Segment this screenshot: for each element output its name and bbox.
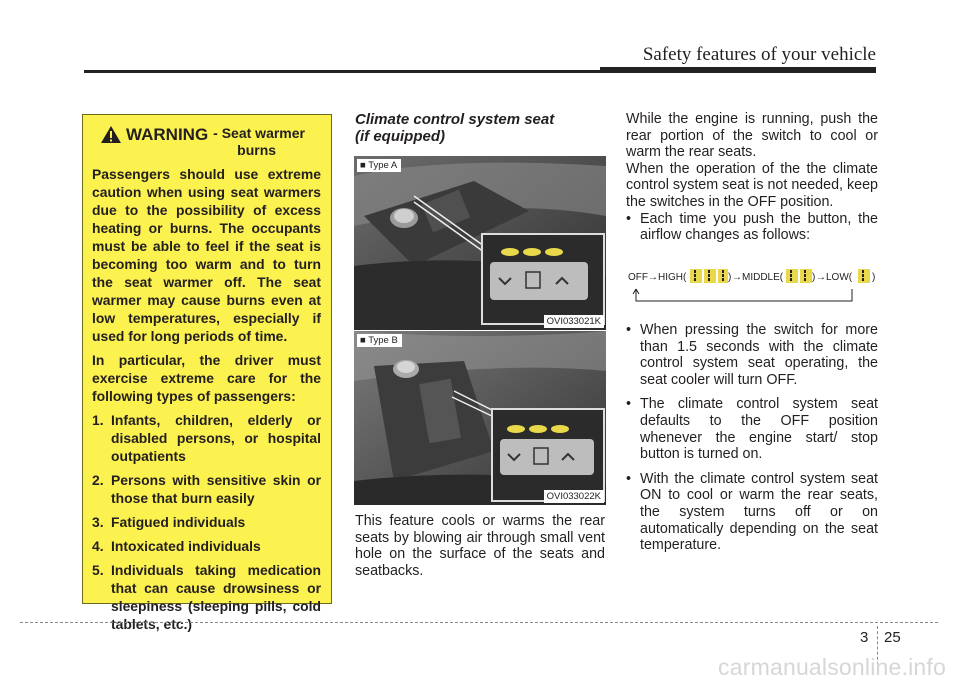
warning-list-item: 3. Fatigued individuals <box>92 514 246 530</box>
warning-paragraph-2: In particular, the driver must exercise extreme care for the following types of passengers: <box>92 352 321 404</box>
section-title: Climate control system seat (if equipped) <box>355 111 555 145</box>
cycle-arrow: → <box>732 272 742 283</box>
indicator-middle-icon <box>786 269 812 283</box>
figure-type-a <box>354 156 606 330</box>
indicator-low-icon <box>858 269 870 283</box>
cycle-close: ) <box>728 272 732 283</box>
cycle-low-label: LOW( <box>826 272 853 283</box>
cycle-close: ) <box>872 272 876 283</box>
indicator-high-icon <box>690 269 728 283</box>
section-intro: This feature cools or warms the rear seats by blowing air through small vent hole on the surface of the seats and seatbacks. <box>355 513 605 579</box>
footer-rule <box>20 622 938 623</box>
figure-type-b-label: ■ Type B <box>357 334 402 347</box>
warning-list-item: 1. Infants, children, elderly or disabled persons, or hospital outpatients <box>92 412 321 464</box>
warning-subtitle-cont: burns <box>237 142 277 158</box>
bullet-item: • Each time you push the button, the airflow changes as follows: <box>626 210 878 244</box>
warning-paragraph-1: Passengers should use extreme caution when using seat warmers due to the possibility of excess heating or burns. The occupants must be able to feel if the seat is becoming too warm and to turn the seat warmer off. The seat warmer may cause burns even at low temperatures, especially if used for long periods of time. <box>92 166 321 344</box>
warning-title: WARNING <box>126 125 209 144</box>
warning-subtitle: - Seat warmer <box>213 125 305 141</box>
figure-type-a-code: OVI033021K <box>544 315 604 328</box>
right-paragraph-2: When the operation of the the climate control system seat is not needed, keep the switches in the OFF position. <box>626 160 878 210</box>
warning-list-item: 5. Individuals taking medication that can cause drowsiness or sleepiness (sleeping pills, cold tablets, etc.) <box>92 562 321 632</box>
bullet-item: • The climate control system seat defaults to the OFF position whenever the engine start/ stop button is turned on. <box>626 396 878 463</box>
cycle-return-arrow-icon <box>633 289 639 297</box>
watermark: carmanualsonline.info <box>718 654 946 680</box>
warning-list <box>92 411 321 633</box>
cycle-return-line <box>636 289 852 301</box>
right-paragraph-1: While the engine is running, push the rear portion of the switch to cool or warm the rear seats. <box>626 111 878 161</box>
warning-box <box>82 114 332 632</box>
right-column-bullets <box>626 322 878 562</box>
console-photo-b <box>354 331 606 505</box>
warning-list-item: 2. Persons with sensitive skin or those that burn easily <box>92 472 321 506</box>
airflow-cycle-diagram <box>628 267 878 305</box>
bullet-item: • When pressing the switch for more than 1.5 seconds with the climate control system seat operating, the seat cooler will turn OFF. <box>626 322 878 388</box>
right-column-top <box>626 111 878 244</box>
figure-type-b-code: OVI033022K <box>544 490 604 503</box>
page-header-title: Safety features of your vehicle <box>642 44 876 65</box>
warning-triangle-icon <box>100 125 122 144</box>
chapter-number: 3 <box>860 629 869 646</box>
figure-type-b <box>354 331 606 505</box>
console-photo-a <box>354 156 606 330</box>
cycle-high-label: HIGH( <box>658 272 687 283</box>
warning-list-item: 4. Intoxicated individuals <box>92 538 261 554</box>
cycle-arrow: → <box>648 272 658 283</box>
cycle-arrow: → <box>816 272 826 283</box>
cycle-middle-label: MIDDLE( <box>742 272 784 283</box>
cycle-off-label: OFF <box>628 272 648 283</box>
figure-type-a-label: ■ Type A <box>357 159 401 172</box>
bullet-item: • With the climate control system seat ON to cool or warm the rear seats, the system turns off or on automatically depending on the seat temperature. <box>626 470 878 554</box>
header-rule-accent <box>600 67 876 73</box>
cycle-close: ) <box>812 272 816 283</box>
page-number: 25 <box>884 629 901 646</box>
warning-heading <box>92 125 321 159</box>
